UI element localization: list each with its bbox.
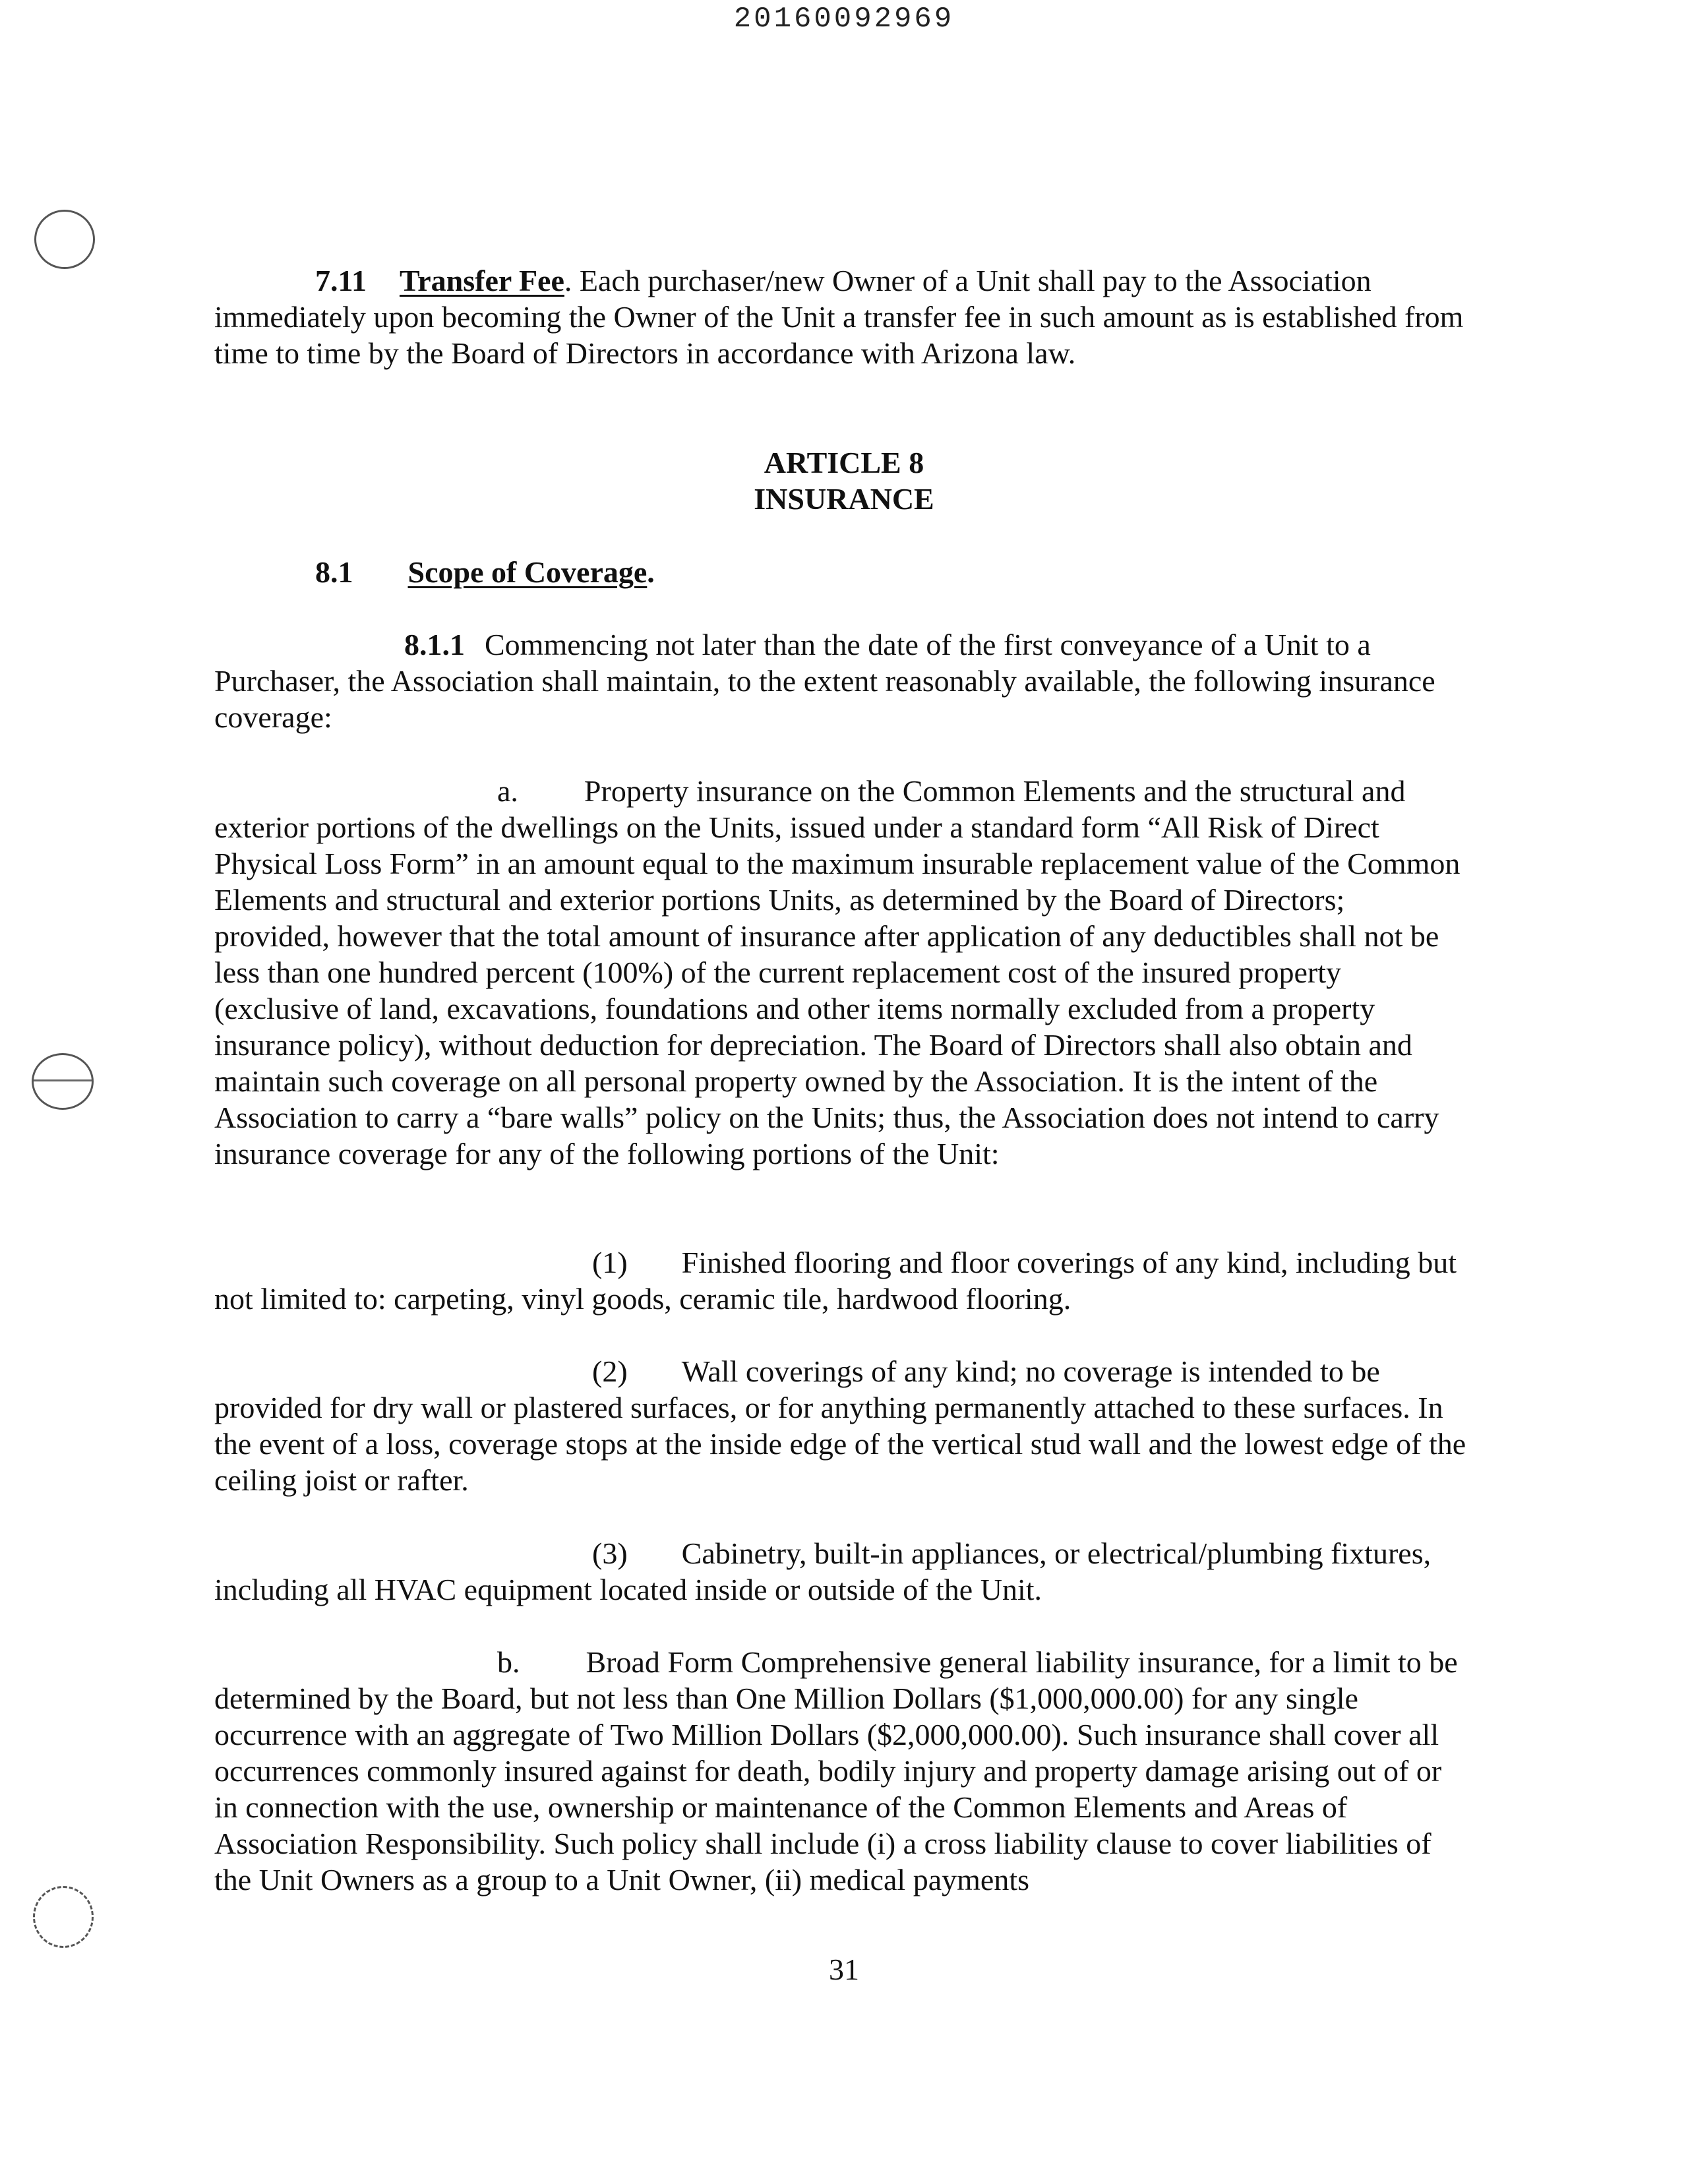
section-text: . Each purchaser/new Owner of a Unit shall pay to the Association immediately upon becoming the Owner of the Unit a transfer fee in such amount as is established from time to time by the Board of Directors in accordance with Arizona law. [214, 264, 1464, 370]
section-8-1-1 [214, 626, 1467, 735]
item-marker: (3) [592, 1536, 628, 1570]
section-title-period: . [647, 555, 655, 589]
item-b [214, 1644, 1467, 1898]
item-text: Broad Form Comprehensive general liability insurance, for a limit to be determined by the Board, but not less than One Million Dollars ($1,000,000.00) for any single occurrence with an aggregate of Two Million Dollars ($2,000,000.00). Such insurance shall cover all occurrences commonly insured against for death, bodily injury and property damage arising out of or in connection with the use, ownership or maintenance of the Common Elements and Areas of Association Responsibility. Such policy shall include (i) a cross liability clause to cover liabilities of the Unit Owners as a group to a Unit Owner, (ii) medical payments [214, 1645, 1458, 1896]
article-title: INSURANCE [754, 482, 934, 516]
sub-item-3 [214, 1535, 1467, 1608]
item-a [214, 773, 1467, 1172]
item-text: Property insurance on the Common Elements and the structural and exterior portions of the dwellings on the Units, issued under a standard form “All Risk of Direct Physical Loss Form” in an amount equal to the maximum insurable replacement value of the Common Elements and structural and exterior portions Units, as determined by the Board of Directors; provided, however that the total amount of insurance after application of any deductibles shall not be less than one hundred percent (100%) of the current replacement cost of the insured property (exclusive of land, excavations, foundations and other items normally excluded from a property insurance policy), without deduction for depreciation. The Board of Directors shall also obtain and maintain such coverage on all personal property owned by the Association. It is the intent of the Association to carry a “bare walls” policy on the Units; thus, the Association does not intend to carry insurance coverage for any of the following portions of the Unit: [214, 774, 1461, 1170]
section-title: Scope of Coverage [407, 555, 648, 589]
sub-item-1 [214, 1244, 1467, 1317]
article-heading [0, 444, 1688, 517]
section-text: Commencing not later than the date of the first conveyance of a Unit to a Purchaser, the Association shall maintain, to the extent reasonably available, the following insurance coverage: [214, 628, 1435, 734]
punch-hole-bottom [33, 1886, 94, 1948]
section-title: Transfer Fee [399, 264, 564, 297]
document-number: 20160092969 [733, 3, 955, 36]
section-number: 8.1 [315, 555, 353, 589]
item-marker: (2) [592, 1354, 628, 1388]
article-number: ARTICLE 8 [764, 446, 924, 479]
item-text: Cabinetry, built-in appliances, or electrical/plumbing fixtures, including all HVAC equipment located inside or outside of the Unit. [214, 1536, 1432, 1606]
punch-hole-top [34, 210, 95, 269]
item-marker: (1) [592, 1246, 628, 1279]
item-text: Wall coverings of any kind; no coverage is intended to be provided for dry wall or plastered surfaces, or for anything permanently attached to these surfaces. In the event of a loss, coverage stops at the inside edge of the vertical stud wall and the lowest edge of the ceiling joist or rafter. [214, 1354, 1466, 1497]
item-marker: b. [497, 1645, 520, 1679]
page-number: 31 [829, 1953, 859, 1986]
section-7-11 [214, 262, 1467, 371]
sub-item-2 [214, 1353, 1467, 1498]
item-text: Finished flooring and floor coverings of any kind, including but not limited to: carpeting, vinyl goods, ceramic tile, hardwood flooring. [214, 1246, 1457, 1316]
section-8-1 [315, 554, 1568, 590]
punch-hole-middle [32, 1053, 94, 1110]
section-number: 7.11 [315, 264, 367, 297]
section-number: 8.1.1 [404, 628, 465, 661]
item-marker: a. [497, 774, 518, 808]
